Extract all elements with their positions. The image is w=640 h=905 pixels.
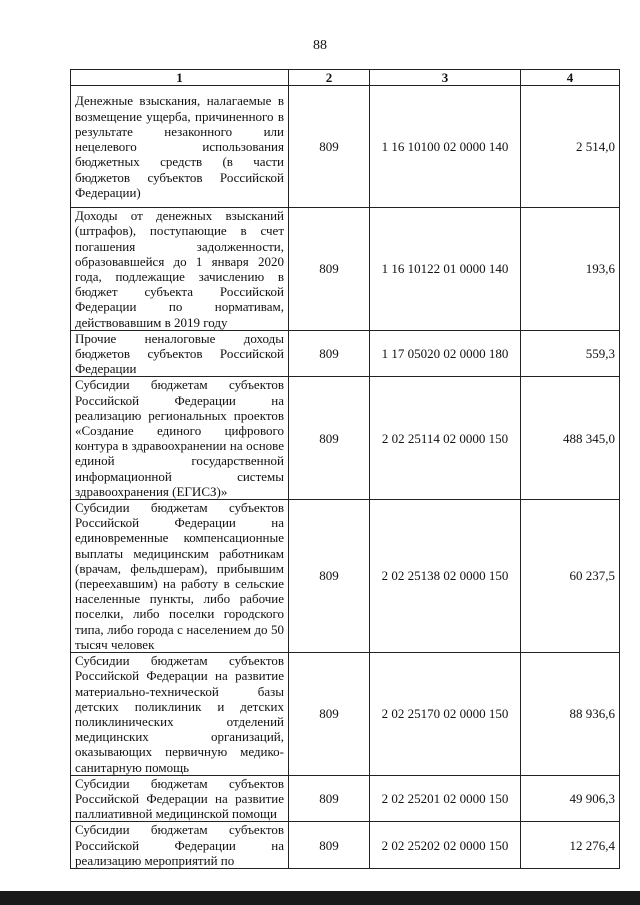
amount: 60 237,5 (521, 500, 620, 653)
column-header: 1 (71, 70, 289, 86)
table-row (71, 377, 620, 500)
revenue-description: Субсидии бюджетам субъектов Российской Федерации на единовременные компенсационные выплаты медицинским работникам (врачам, фельдшерам), прибывшим (переехавшим) на работу в сельские населенные пункты, либо рабочие поселки, либо поселки городского типа, либо города с населением до 50 тысяч человек (71, 500, 289, 653)
table-row (71, 775, 620, 822)
budget-classification-code: 2 02 25114 02 0000 150 (370, 377, 521, 500)
table-row (71, 822, 620, 869)
budget-classification-code: 1 17 05020 02 0000 180 (370, 330, 521, 377)
revenue-description: Субсидии бюджетам субъектов Российской Федерации на реализацию региональных проектов «Создание единого цифрового контура в здравоохранении на основе единой государственной информационной системы здравоохранения (ЕГИСЗ)» (71, 377, 289, 500)
table-row (71, 86, 620, 208)
table-header-row (71, 70, 620, 86)
amount: 193,6 (521, 208, 620, 331)
amount: 88 936,6 (521, 653, 620, 776)
budget-classification-code: 1 16 10122 01 0000 140 (370, 208, 521, 331)
admin-code: 809 (289, 500, 370, 653)
revenue-description: Субсидии бюджетам субъектов Российской Федерации на развитие материально-технической базы детских поликлиник и детских поликлинических отделений медицинских организаций, оказывающих первичную медико-санитарную помощь (71, 653, 289, 776)
revenue-description: Прочие неналоговые доходы бюджетов субъектов Российской Федерации (71, 330, 289, 377)
table-row (71, 208, 620, 331)
amount: 12 276,4 (521, 822, 620, 869)
column-header: 2 (289, 70, 370, 86)
budget-classification-code: 2 02 25170 02 0000 150 (370, 653, 521, 776)
admin-code: 809 (289, 377, 370, 500)
budget-classification-code: 1 16 10100 02 0000 140 (370, 86, 521, 208)
amount: 488 345,0 (521, 377, 620, 500)
admin-code: 809 (289, 330, 370, 377)
table-row (71, 330, 620, 377)
revenue-description: Субсидии бюджетам субъектов Российской Федерации на развитие паллиативной медицинской помощи (71, 775, 289, 822)
revenue-description: Доходы от денежных взысканий (штрафов), поступающие в счет погашения задолженности, образовавшейся до 1 января 2020 года, подлежащие зачислению в бюджет субъекта Российской Федерации по нормативам, действовавшим в 2019 году (71, 208, 289, 331)
amount: 559,3 (521, 330, 620, 377)
admin-code: 809 (289, 822, 370, 869)
budget-classification-code: 2 02 25202 02 0000 150 (370, 822, 521, 869)
budget-classification-code: 2 02 25138 02 0000 150 (370, 500, 521, 653)
revenue-description: Субсидии бюджетам субъектов Российской Федерации на реализацию мероприятий по (71, 822, 289, 869)
table-row (71, 500, 620, 653)
column-header: 3 (370, 70, 521, 86)
budget-revenue-table (70, 69, 620, 869)
revenue-description: Денежные взыскания, налагаемые в возмещение ущерба, причиненного в результате незаконного или нецелевого использования бюджетных средств (в части бюджетов субъектов Российской Федерации) (71, 86, 289, 208)
amount: 2 514,0 (521, 86, 620, 208)
scan-bottom-edge (0, 891, 640, 905)
column-header: 4 (521, 70, 620, 86)
table-row (71, 653, 620, 776)
admin-code: 809 (289, 653, 370, 776)
page-number: 88 (313, 38, 327, 53)
admin-code: 809 (289, 86, 370, 208)
admin-code: 809 (289, 208, 370, 331)
budget-classification-code: 2 02 25201 02 0000 150 (370, 775, 521, 822)
amount: 49 906,3 (521, 775, 620, 822)
admin-code: 809 (289, 775, 370, 822)
